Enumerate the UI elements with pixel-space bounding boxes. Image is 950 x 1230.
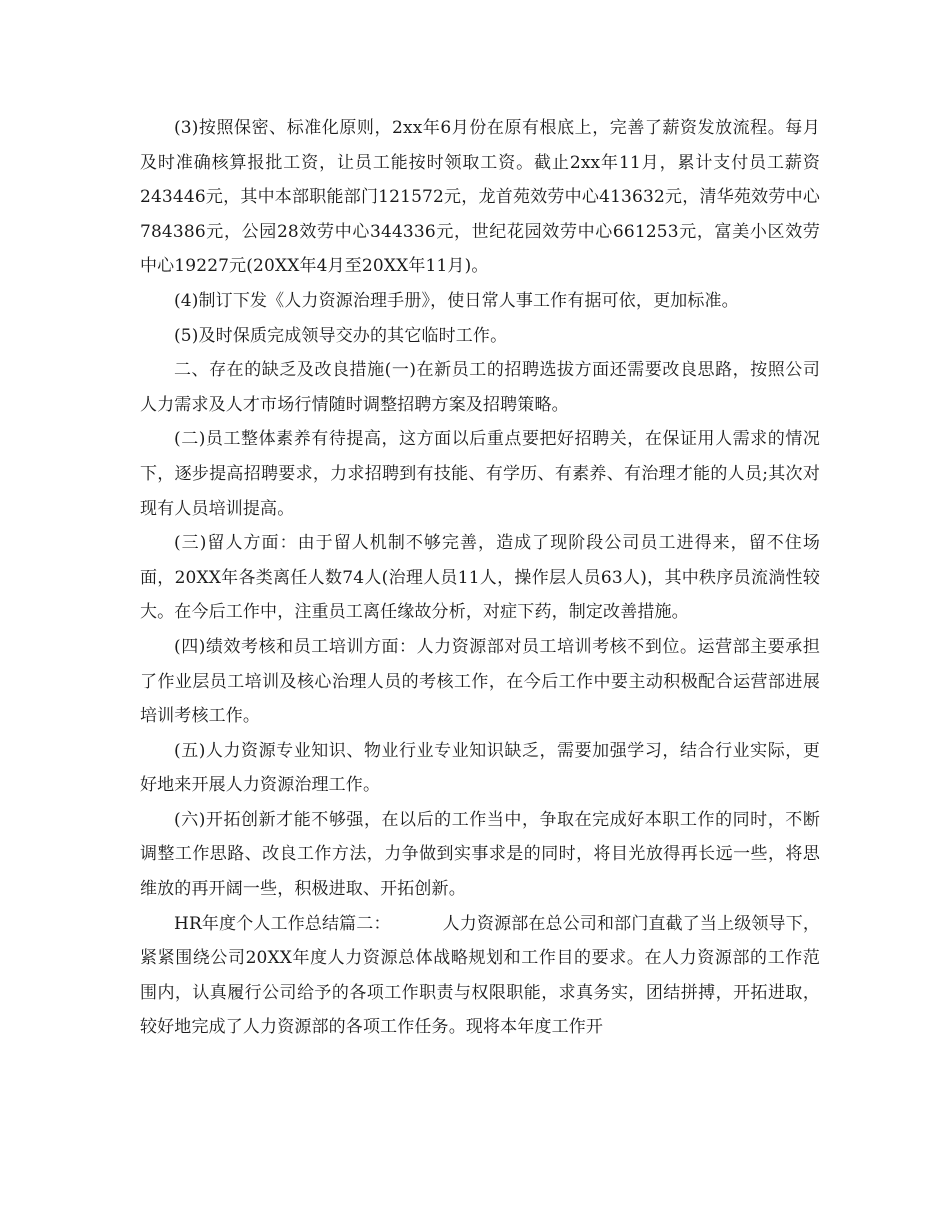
document-body [140, 111, 820, 1045]
section-body: 人力资源部在总公司和部门直截了当上级领导下，紧紧围绕公司20XX年度人力资源总体战略规划和工作目的要求。在人力资源部的工作范围内，认真履行公司给予的各项工作职责与权限职能，求真务实，团结拼搏，开拓进取，较好地完成了人力资源部的各项工作任务。现将本年度工作开 [140, 913, 820, 1038]
paragraph-professional-knowledge: (五)人力资源专业知识、物业行业专业知识缺乏，需要加强学习，结合行业实际，更好地来开展人力资源治理工作。 [140, 740, 820, 796]
paragraph-retention: (三)留人方面：由于留人机制不够完善，造成了现阶段公司员工进得来，留不住场面，20XX年各类离任人数74人(治理人员11人，操作层人员63人)，其中秩序员流淌性较大。在今后工作中，注重员工离任缘故分析，对症下药，制定改善措施。 [140, 533, 820, 623]
paragraph-temporary-work: (5)及时保质完成领导交办的其它临时工作。 [174, 325, 508, 346]
paragraph-staff-quality: (二)员工整体素养有待提高，这方面以后重点要把好招聘关，在保证用人需求的情况下，逐步提高招聘要求，力求招聘到有技能、有学历、有素养、有治理才能的人员;其次对现有人员培训提高。 [140, 429, 820, 519]
paragraph-performance-training: (四)绩效考核和员工培训方面：人力资源部对员工培训考核不到位。运营部主要承担了作业层员工培训及核心治理人员的考核工作，在今后工作中要主动积极配合运营部进展培训考核工作。 [140, 636, 820, 727]
paragraph-summary-part-two [140, 907, 820, 1045]
paragraph-innovation: (六)开拓创新才能不够强，在以后的工作当中，争取在完成好本职工作的同时，不断调整工作思路、改良工作方法，力争做到实事求是的同时，将目光放得再长远一些，将思维放的再开阔一些，积极进取、开拓创新。 [140, 809, 820, 900]
paragraph-shortcomings-recruitment: 二、存在的缺乏及改良措施(一)在新员工的招聘选拔方面还需要改良思路，按照公司人力需求及人才市场行情随时调整招聘方案及招聘策略。 [140, 360, 820, 415]
paragraph-salary-process: (3)按照保密、标准化原则，2xx年6月份在原有根底上，完善了薪资发放流程。每月及时准确核算报批工资，让员工能按时领取工资。截止2xx年11月，累计支付员工薪资243446元，其中本部职能部门121572元，龙首苑效劳中心413632元，清华苑效劳中心784386元，公园28效劳中心344336元，世纪花园效劳中心661253元，富美小区效劳中心19227元(20XX年4月至20XX年11月)。 [140, 118, 820, 277]
paragraph-hr-manual: (4)制订下发《人力资源治理手册》，使日常人事工作有据可依，更加标准。 [174, 290, 739, 311]
section-heading: HR年度个人工作总结篇二： [174, 913, 391, 934]
